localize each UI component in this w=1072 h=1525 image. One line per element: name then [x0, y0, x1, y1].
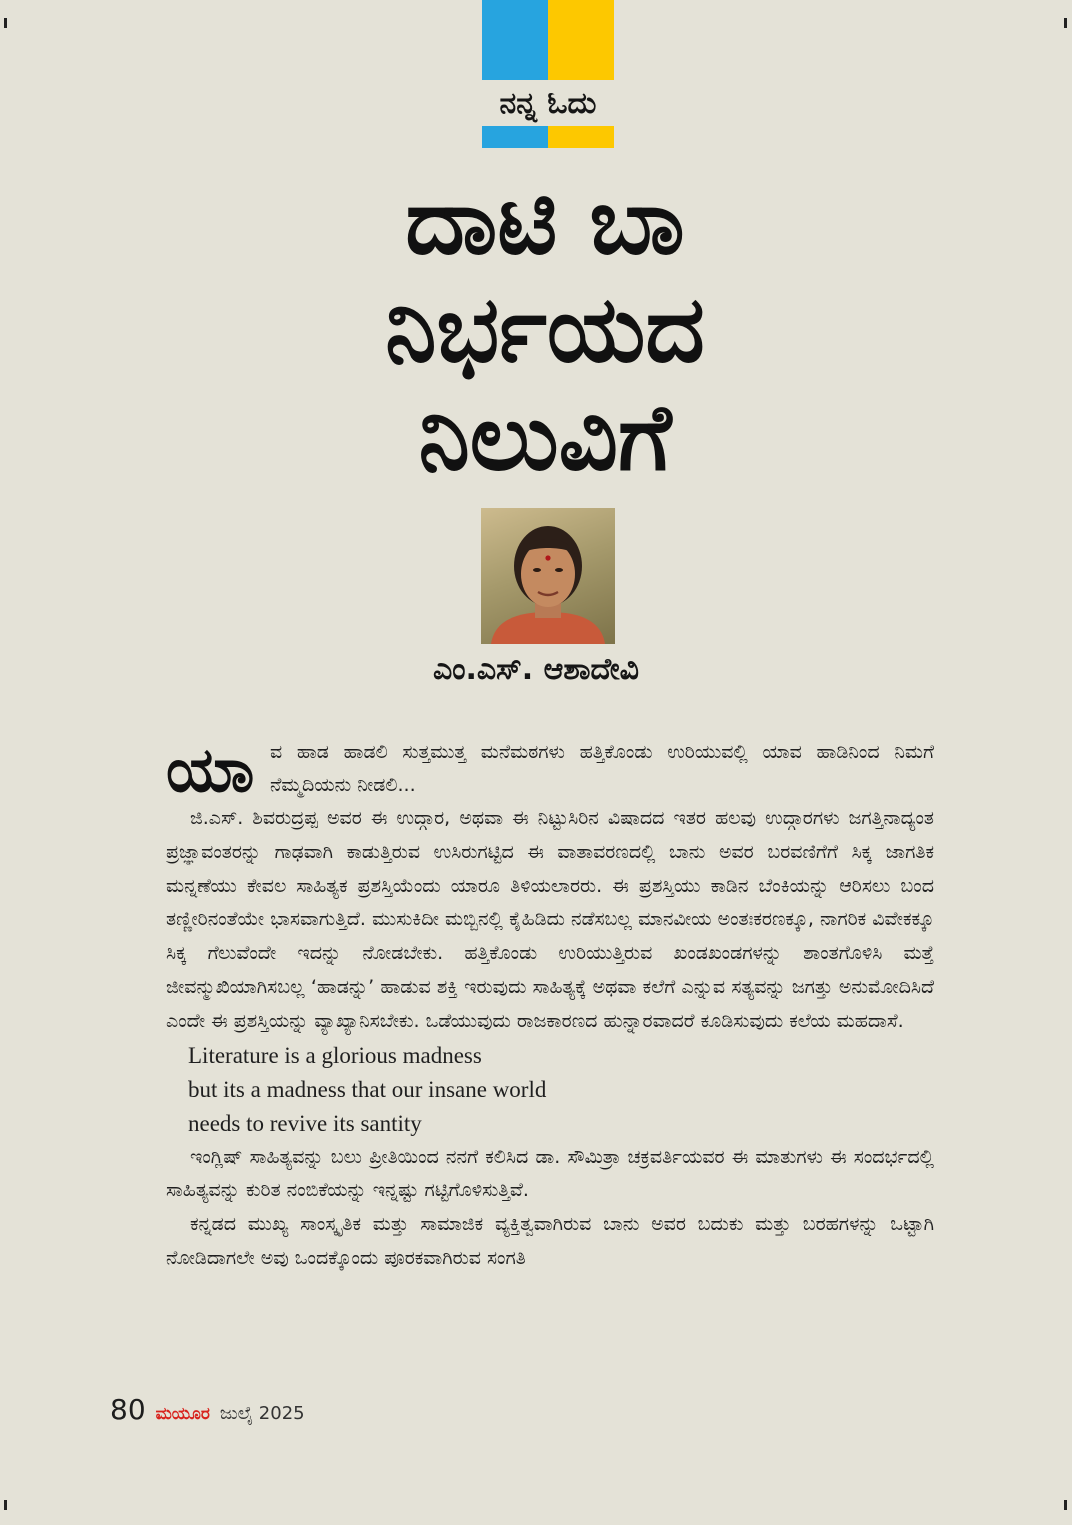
article-body: [166, 733, 934, 1276]
quote-line-1: Literature is a glorious madness: [188, 1042, 482, 1068]
masthead-yellow-strip: [548, 126, 614, 148]
section-masthead: [482, 0, 614, 148]
section-label: ನನ್ನ ಓದು: [499, 85, 597, 121]
author-portrait-illustration: [481, 508, 615, 644]
article-paragraph-3: ಕನ್ನಡದ ಮುಖ್ಯ ಸಾಂಸ್ಕೃತಿಕ ಮತ್ತು ಸಾಮಾಜಿಕ ವ್ಯಕ್ತಿತ್ವವಾಗಿರುವ ಬಾನು ಅವರ ಬದುಕು ಮತ್ತು ಬರಹಗಳನ್ನು ಒಟ್ಟಾಗಿ ನೋಡಿದಾಗಲೇ ಅವು ಒಂದಕ್ಕೊಂದು ಪೂರಕವಾಗಿರುವ ಸಂಗತಿ: [166, 1213, 934, 1269]
headline-line-1: ದಾಟಿ ಬಾ: [405, 168, 685, 275]
page-folio: [110, 1393, 305, 1427]
masthead-blue-strip: [482, 126, 548, 148]
issue-date: ಜುಲೈ 2025: [219, 1403, 305, 1424]
article-lead: ವ ಹಾಡ ಹಾಡಲಿ ಸುತ್ತಮುತ್ತ ಮನೆಮಠಗಳು ಹತ್ತಿಕೊಂಡು ಉರಿಯುವಲ್ಲಿ ಯಾವ ಹಾಡಿನಿಂದ ನಿಮಗೆ ನೆಮ್ಮದಿಯನು ನೀಡಲಿ...: [270, 741, 934, 796]
crop-mark-bottom-left: [4, 1500, 7, 1510]
article-paragraph-2: ಇಂಗ್ಲಿಷ್ ಸಾಹಿತ್ಯವನ್ನು ಬಲು ಪ್ರೀತಿಯಿಂದ ನನಗೆ ಕಲಿಸಿದ ಡಾ. ಸೌಮಿತ್ರಾ ಚಕ್ರವರ್ತಿಯವರ ಈ ಮಾತುಗಳು ಈ ಸಂದರ್ಭದಲ್ಲಿ ಸಾಹಿತ್ಯವನ್ನು ಕುರಿತ ನಂಬಿಕೆಯನ್ನು ಇನ್ನಷ್ಟು ಗಟ್ಟಿಗೊಳಿಸುತ್ತಿವೆ.: [166, 1145, 934, 1202]
article-paragraph-1: ಜಿ.ಎಸ್. ಶಿವರುದ್ರಪ್ಪ ಅವರ ಈ ಉದ್ಗಾರ, ಅಥವಾ ಈ ನಿಟ್ಟುಸಿರಿನ ವಿಷಾದದ ಇತರ ಹಲವು ಉದ್ಗಾರಗಳು ಜಗತ್ತಿನಾದ್ಯಂತ ಪ್ರಜ್ಞಾವಂತರನ್ನು ಗಾಢವಾಗಿ ಕಾಡುತ್ತಿರುವ ಉಸಿರುಗಟ್ಟಿದ ಈ ವಾತಾವರಣದಲ್ಲಿ ಬಾನು ಅವರ ಬರವಣಿಗೆಗೆ ಸಿಕ್ಕ ಜಾಗತಿಕ ಮನ್ನಣೆಯು ಕೇವಲ ಸಾಹಿತ್ಯಕ ಪ್ರಶಸ್ತಿಯೆಂದು ಯಾರೂ ತಿಳಿಯಲಾರರು. ಈ ಪ್ರಶಸ್ತಿಯು ಕಾಡಿನ ಬೆಂಕಿಯನ್ನು ಆರಿಸಲು ಬಂದ ತಣ್ಣೀರಿನಂತೆಯೇ ಭಾಸವಾಗುತ್ತಿದೆ. ಮುಸುಕಿದೀ ಮಬ್ಬಿನಲ್ಲಿ ಕೈಹಿಡಿದು ನಡೆಸಬಲ್ಲ ಮಾನವೀಯ ಅಂತಃಕರಣಕ್ಕೂ, ನಾಗರಿಕ ವಿವೇಕಕ್ಕೂ ಸಿಕ್ಕ ಗೆಲುವೆಂದೇ ಇದನ್ನು ನೋಡಬೇಕು. ಹತ್ತಿಕೊಂಡು ಉರಿಯುತ್ತಿರುವ ಖಂಡಖಂಡಗಳನ್ನು ಶಾಂತಗೊಳಿಸಿ ಮತ್ತೆ ಜೀವನ್ಮುಖಿಯಾಗಿಸಬಲ್ಲ ‘ಹಾಡನ್ನು’ ಹಾಡುವ ಶಕ್ತಿ ಇರುವುದು ಸಾಹಿತ್ಯಕ್ಕೆ ಅಥವಾ ಕಲೆಗೆ ಎನ್ನುವ ಸತ್ಯವನ್ನು ಜಗತ್ತು ಅನುಮೋದಿಸಿದೆ ಎಂದೇ ಈ ಪ್ರಶಸ್ತಿಯನ್ನು ವ್ಯಾಖ್ಯಾನಿಸಬೇಕು. ಒಡೆಯುವುದು ರಾಜಕಾರಣದ ಹುನ್ನಾರವಾದರೆ ಕೂಡಿಸುವುದು ಕಲೆಯ ಮಹದಾಸೆ.: [166, 807, 934, 1032]
drop-cap: ಯಾ: [166, 733, 255, 806]
masthead-yellow-block: [548, 0, 614, 80]
page-number: 80: [110, 1393, 146, 1426]
magazine-name: ಮಯೂರ: [155, 1404, 210, 1424]
author-photo: [481, 508, 615, 644]
headline-line-3: ನಿಲುವಿಗೆ: [418, 384, 672, 491]
crop-mark-top-left: [4, 18, 7, 28]
masthead-blue-block: [482, 0, 548, 80]
author-byline: ಎಂ.ಎಸ್. ಆಶಾದೇವಿ: [432, 652, 640, 687]
crop-mark-top-right: [1064, 18, 1067, 28]
crop-mark-bottom-right: [1064, 1500, 1067, 1510]
quote-line-3: needs to revive its santity: [188, 1110, 422, 1136]
quote-line-2: but its a madness that our insane world: [188, 1076, 547, 1102]
headline-line-2: ನಿರ್ಭಯದ: [385, 276, 705, 383]
